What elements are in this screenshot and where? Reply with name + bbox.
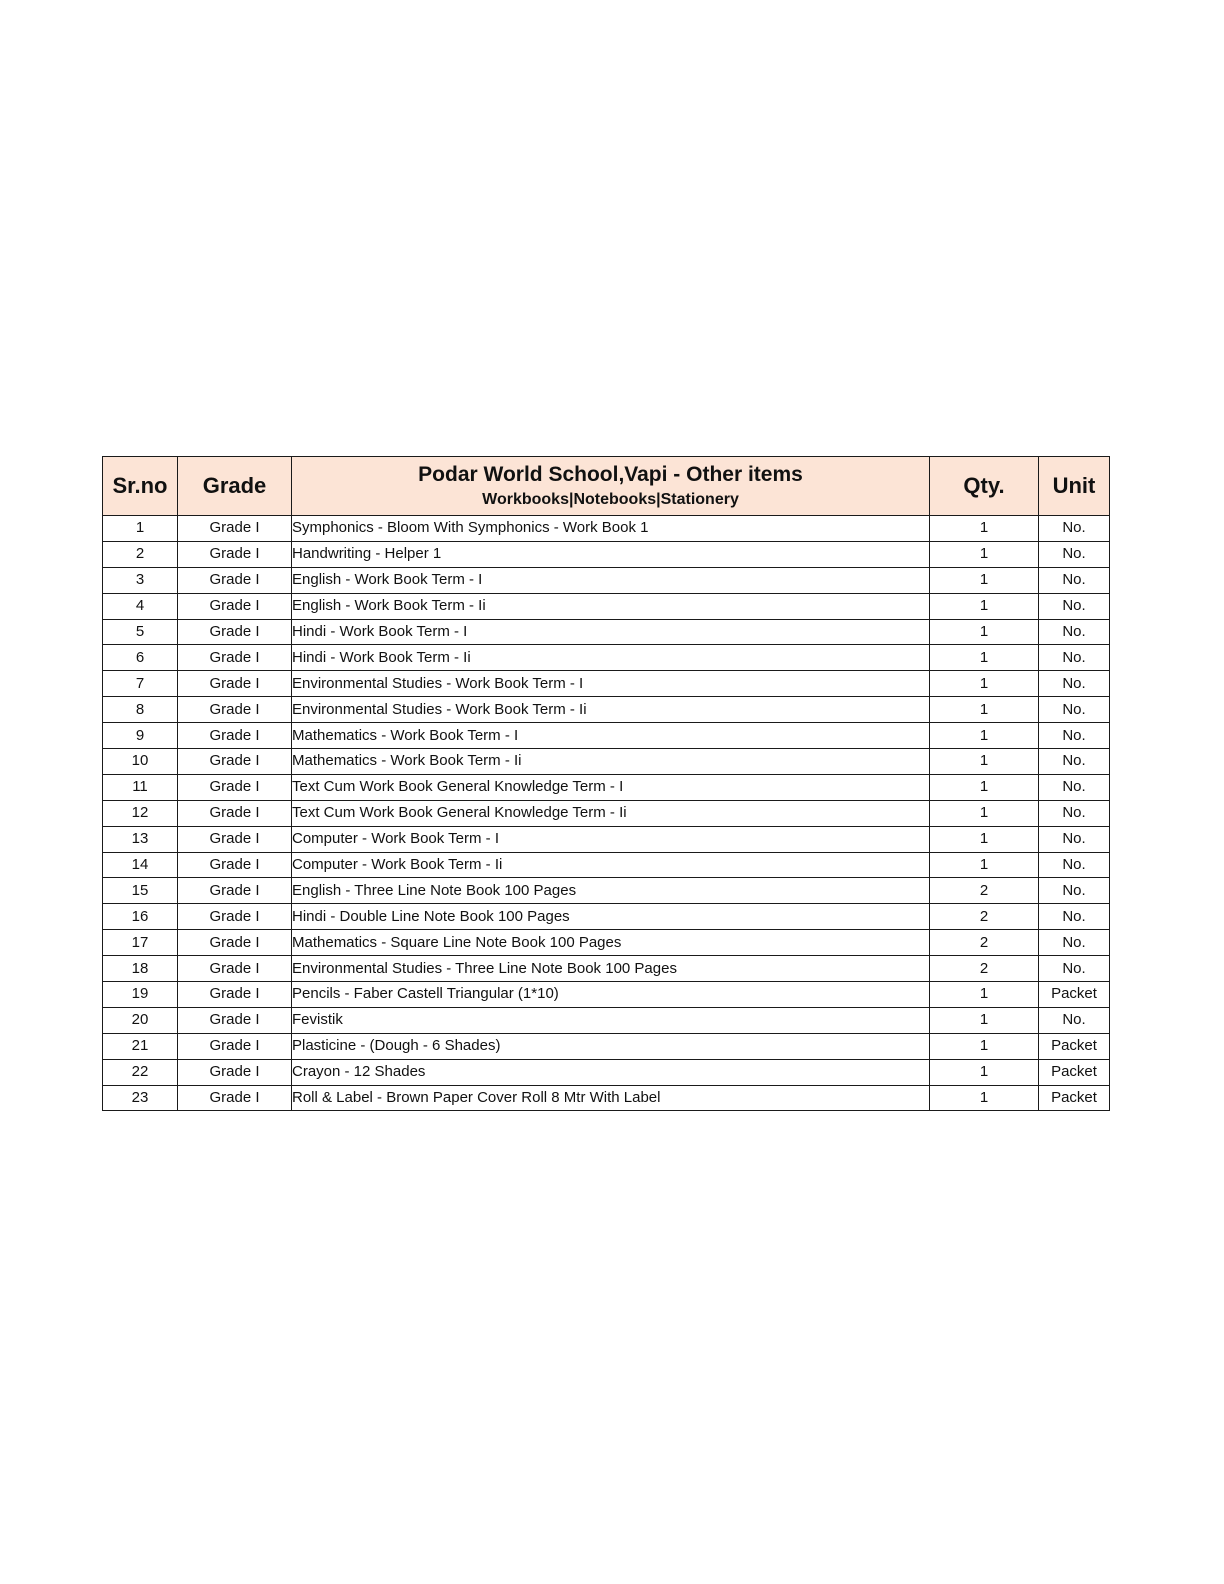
- cell-unit: No.: [1039, 697, 1110, 723]
- cell-sr-no: 1: [103, 516, 178, 542]
- table-row: [103, 671, 1110, 697]
- header-row: [103, 457, 1110, 516]
- cell-grade: Grade I: [178, 878, 292, 904]
- cell-sr-no: 9: [103, 723, 178, 749]
- table-row: [103, 930, 1110, 956]
- cell-grade: Grade I: [178, 826, 292, 852]
- cell-sr-no: 23: [103, 1085, 178, 1111]
- cell-unit: No.: [1039, 516, 1110, 542]
- cell-qty: 1: [930, 800, 1039, 826]
- table-subtitle: Workbooks|Notebooks|Stationery: [482, 491, 739, 508]
- table-row: [103, 645, 1110, 671]
- cell-item: Plasticine - (Dough - 6 Shades): [292, 1033, 930, 1059]
- cell-item: Roll & Label - Brown Paper Cover Roll 8 Mtr With Label: [292, 1085, 930, 1111]
- table-row: [103, 593, 1110, 619]
- cell-sr-no: 20: [103, 1007, 178, 1033]
- table-row: [103, 904, 1110, 930]
- cell-item: Environmental Studies - Work Book Term - Ii: [292, 697, 930, 723]
- cell-unit: No.: [1039, 774, 1110, 800]
- cell-qty: 1: [930, 516, 1039, 542]
- cell-item: Handwriting - Helper 1: [292, 541, 930, 567]
- cell-unit: Packet: [1039, 1085, 1110, 1111]
- cell-item: Symphonics - Bloom With Symphonics - Work Book 1: [292, 516, 930, 542]
- cell-qty: 1: [930, 593, 1039, 619]
- cell-sr-no: 8: [103, 697, 178, 723]
- cell-sr-no: 7: [103, 671, 178, 697]
- table-row: [103, 852, 1110, 878]
- table-row: [103, 567, 1110, 593]
- cell-qty: 2: [930, 904, 1039, 930]
- cell-unit: No.: [1039, 645, 1110, 671]
- cell-qty: 1: [930, 826, 1039, 852]
- cell-sr-no: 6: [103, 645, 178, 671]
- header-unit: Unit: [1039, 457, 1110, 516]
- table-row: [103, 774, 1110, 800]
- cell-qty: 1: [930, 1085, 1039, 1111]
- header-sr-no: Sr.no: [103, 457, 178, 516]
- cell-grade: Grade I: [178, 541, 292, 567]
- cell-unit: No.: [1039, 1007, 1110, 1033]
- cell-item: Fevistik: [292, 1007, 930, 1033]
- cell-unit: No.: [1039, 619, 1110, 645]
- table-row: [103, 1085, 1110, 1111]
- cell-unit: No.: [1039, 800, 1110, 826]
- cell-sr-no: 19: [103, 982, 178, 1008]
- cell-item: Mathematics - Square Line Note Book 100 Pages: [292, 930, 930, 956]
- header-grade: Grade: [178, 457, 292, 516]
- cell-grade: Grade I: [178, 749, 292, 775]
- cell-sr-no: 2: [103, 541, 178, 567]
- table-row: [103, 878, 1110, 904]
- cell-qty: 1: [930, 1033, 1039, 1059]
- cell-sr-no: 21: [103, 1033, 178, 1059]
- cell-qty: 1: [930, 1059, 1039, 1085]
- cell-grade: Grade I: [178, 1059, 292, 1085]
- cell-grade: Grade I: [178, 852, 292, 878]
- cell-unit: No.: [1039, 878, 1110, 904]
- cell-unit: No.: [1039, 749, 1110, 775]
- table-row: [103, 723, 1110, 749]
- cell-qty: 2: [930, 878, 1039, 904]
- cell-grade: Grade I: [178, 645, 292, 671]
- header-qty: Qty.: [930, 457, 1039, 516]
- cell-sr-no: 3: [103, 567, 178, 593]
- cell-unit: No.: [1039, 930, 1110, 956]
- cell-item: Text Cum Work Book General Knowledge Term - I: [292, 774, 930, 800]
- cell-item: English - Work Book Term - Ii: [292, 593, 930, 619]
- table-body: [103, 516, 1110, 1111]
- cell-qty: 1: [930, 619, 1039, 645]
- cell-grade: Grade I: [178, 671, 292, 697]
- items-table: [102, 456, 1110, 1111]
- header-title-cell: [292, 457, 930, 516]
- table-row: [103, 749, 1110, 775]
- cell-item: Hindi - Work Book Term - Ii: [292, 645, 930, 671]
- cell-grade: Grade I: [178, 619, 292, 645]
- cell-sr-no: 11: [103, 774, 178, 800]
- table-row: [103, 826, 1110, 852]
- cell-sr-no: 14: [103, 852, 178, 878]
- cell-sr-no: 18: [103, 956, 178, 982]
- table-row: [103, 541, 1110, 567]
- cell-grade: Grade I: [178, 1085, 292, 1111]
- cell-item: Computer - Work Book Term - Ii: [292, 852, 930, 878]
- cell-qty: 1: [930, 774, 1039, 800]
- cell-grade: Grade I: [178, 800, 292, 826]
- cell-item: Text Cum Work Book General Knowledge Term - Ii: [292, 800, 930, 826]
- cell-grade: Grade I: [178, 774, 292, 800]
- cell-unit: No.: [1039, 593, 1110, 619]
- cell-item: Crayon - 12 Shades: [292, 1059, 930, 1085]
- cell-sr-no: 13: [103, 826, 178, 852]
- cell-grade: Grade I: [178, 697, 292, 723]
- cell-unit: No.: [1039, 567, 1110, 593]
- cell-sr-no: 15: [103, 878, 178, 904]
- cell-qty: 1: [930, 749, 1039, 775]
- cell-item: Environmental Studies - Work Book Term - I: [292, 671, 930, 697]
- cell-item: Pencils - Faber Castell Triangular (1*10): [292, 982, 930, 1008]
- cell-item: Computer - Work Book Term - I: [292, 826, 930, 852]
- table-row: [103, 800, 1110, 826]
- cell-item: Hindi - Double Line Note Book 100 Pages: [292, 904, 930, 930]
- cell-grade: Grade I: [178, 982, 292, 1008]
- cell-qty: 1: [930, 1007, 1039, 1033]
- cell-item: English - Three Line Note Book 100 Pages: [292, 878, 930, 904]
- cell-qty: 1: [930, 982, 1039, 1008]
- table-row: [103, 516, 1110, 542]
- cell-sr-no: 10: [103, 749, 178, 775]
- cell-grade: Grade I: [178, 567, 292, 593]
- cell-unit: No.: [1039, 671, 1110, 697]
- cell-sr-no: 4: [103, 593, 178, 619]
- cell-sr-no: 22: [103, 1059, 178, 1085]
- cell-sr-no: 16: [103, 904, 178, 930]
- table-header: [103, 457, 1110, 516]
- table-row: [103, 1007, 1110, 1033]
- cell-unit: No.: [1039, 852, 1110, 878]
- cell-unit: No.: [1039, 826, 1110, 852]
- cell-qty: 2: [930, 956, 1039, 982]
- table-row: [103, 619, 1110, 645]
- cell-grade: Grade I: [178, 904, 292, 930]
- table-row: [103, 697, 1110, 723]
- cell-grade: Grade I: [178, 956, 292, 982]
- cell-qty: 1: [930, 697, 1039, 723]
- cell-qty: 1: [930, 671, 1039, 697]
- cell-unit: Packet: [1039, 1033, 1110, 1059]
- cell-qty: 2: [930, 930, 1039, 956]
- cell-grade: Grade I: [178, 1033, 292, 1059]
- cell-grade: Grade I: [178, 1007, 292, 1033]
- cell-qty: 1: [930, 567, 1039, 593]
- cell-unit: No.: [1039, 723, 1110, 749]
- cell-grade: Grade I: [178, 723, 292, 749]
- table-row: [103, 956, 1110, 982]
- cell-unit: No.: [1039, 956, 1110, 982]
- cell-item: Mathematics - Work Book Term - Ii: [292, 749, 930, 775]
- cell-item: Hindi - Work Book Term - I: [292, 619, 930, 645]
- cell-qty: 1: [930, 541, 1039, 567]
- cell-grade: Grade I: [178, 930, 292, 956]
- cell-qty: 1: [930, 723, 1039, 749]
- cell-unit: Packet: [1039, 1059, 1110, 1085]
- cell-qty: 1: [930, 645, 1039, 671]
- cell-item: Environmental Studies - Three Line Note Book 100 Pages: [292, 956, 930, 982]
- table-title: Podar World School,Vapi - Other items: [418, 463, 803, 486]
- cell-sr-no: 12: [103, 800, 178, 826]
- cell-sr-no: 17: [103, 930, 178, 956]
- item-list-sheet: [102, 456, 1109, 1111]
- table-row: [103, 982, 1110, 1008]
- cell-grade: Grade I: [178, 516, 292, 542]
- cell-item: English - Work Book Term - I: [292, 567, 930, 593]
- cell-grade: Grade I: [178, 593, 292, 619]
- cell-unit: No.: [1039, 904, 1110, 930]
- cell-unit: Packet: [1039, 982, 1110, 1008]
- cell-unit: No.: [1039, 541, 1110, 567]
- cell-sr-no: 5: [103, 619, 178, 645]
- table-row: [103, 1059, 1110, 1085]
- table-row: [103, 1033, 1110, 1059]
- cell-item: Mathematics - Work Book Term - I: [292, 723, 930, 749]
- cell-qty: 1: [930, 852, 1039, 878]
